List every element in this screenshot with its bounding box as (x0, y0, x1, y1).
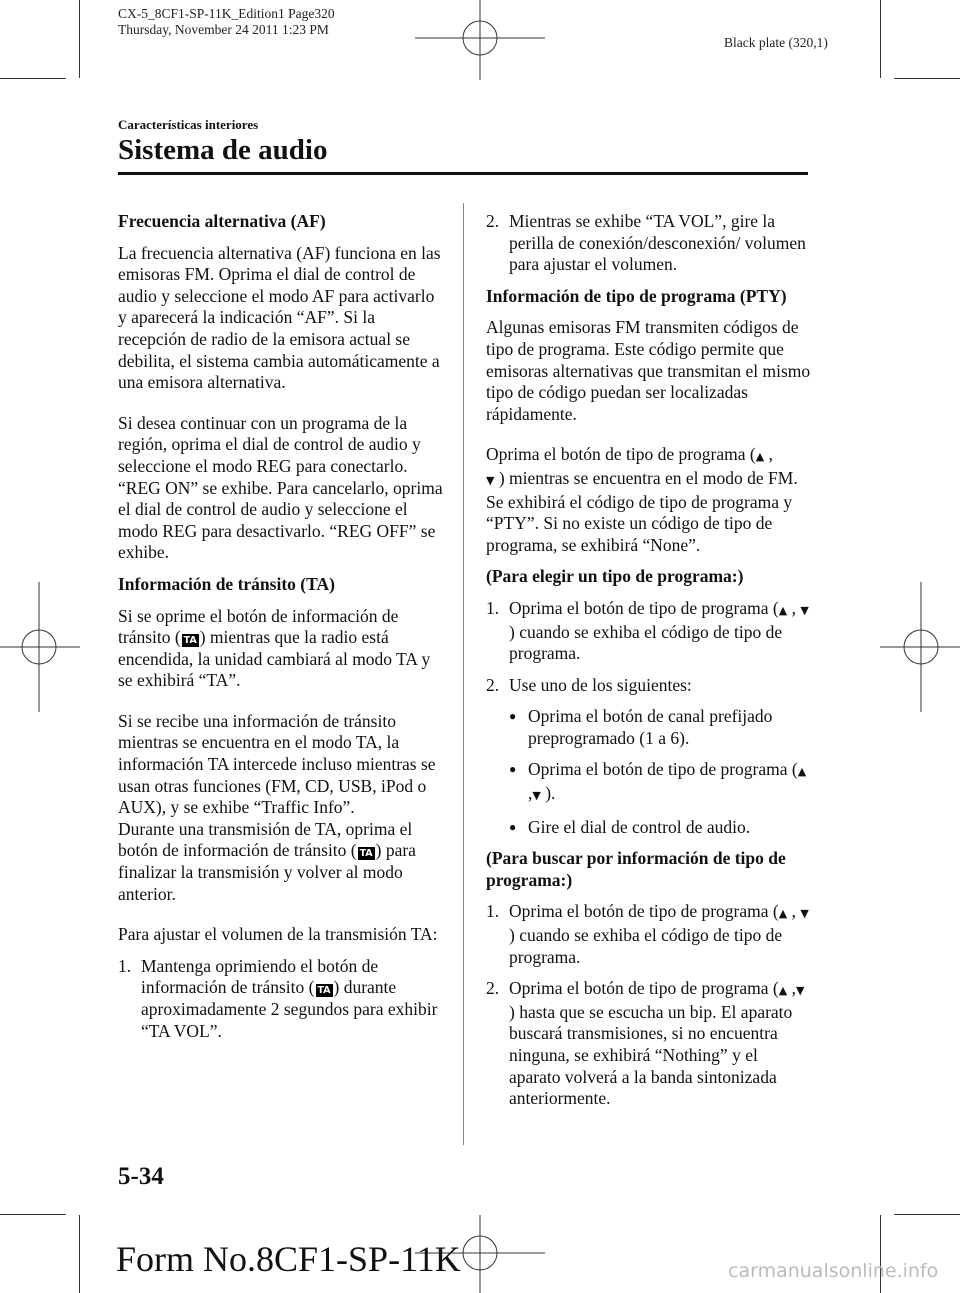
file-info-line1: CX-5_8CF1-SP-11K_Edition1 Page320 (118, 6, 335, 21)
step-number: 2. (486, 978, 500, 999)
bullet-icon: ● (509, 709, 517, 724)
crop-mark (0, 78, 66, 79)
watermark: carmanualsonline.info (728, 1260, 939, 1282)
registration-mark-left (0, 582, 80, 712)
up-arrow-icon: ▲ (778, 907, 788, 921)
ta-button-icon: TA (183, 635, 197, 647)
bullet-icon: ● (509, 762, 517, 777)
heading-ta: Información de tránsito (TA) (118, 573, 335, 594)
paragraph-pty-2: Oprima el botón de tipo de programa (▲ , ▼ ) mientras se encuentra en el modo de FM. Se exhibirá el código de tipo de programa y “PTY”. Si no existe un código de tipo de programa, se exhibirá “None”. (486, 444, 798, 555)
step-number: 2. (486, 211, 500, 231)
heading-af: Frecuencia alternativa (AF) (118, 211, 326, 231)
search-step-2 (486, 978, 812, 1110)
crop-mark (880, 0, 881, 78)
choose-step-1 (486, 598, 812, 665)
bullet-item: ● Oprima el botón de canal prefijado preprogramado (1 a 6). (509, 706, 773, 748)
registration-mark-right (880, 582, 960, 712)
page-title: Sistema de audio (118, 134, 328, 166)
step-text: Oprima el botón de tipo de programa (▲ ,▼ ) hasta que se escucha un bip. El aparato buscará transmisiones, si no encuentra ninguna, se exhibirá “Nothing” y el aparato volverá a la banda sintonizada anteriormente. (509, 978, 805, 1109)
paragraph-ta-volume: Para ajustar el volumen de la transmisión TA: (118, 924, 438, 945)
paragraph-ta-2: Si se recibe una información de tránsito mientras se encuentra en el modo TA, la información TA intercede incluso mientras se usan otras funciones (FM, CD, USB, iPod o AUX), y se exhibe “Traffic Info”. Durante una transmisión de TA, oprima el botón de información de tránsito ( TA ) para finalizar la transmisión y volver al modo anterior. (118, 710, 436, 904)
search-step-1 (486, 901, 812, 968)
crop-mark (894, 1214, 960, 1215)
page-number: 5-34 (118, 1163, 164, 1190)
paragraph-pty-1: Algunas emisoras FM transmiten códigos de tipo de programa. Este código permite que emisoras alternativas que transmitan el mismo tipo de código puedan ser localizadas rápidamente. (486, 317, 811, 424)
bullet-icon: ● (509, 819, 517, 834)
step-number: 2. (486, 674, 500, 695)
form-number: Form No.8CF1-SP-11K (116, 1239, 461, 1279)
crop-mark (0, 1214, 66, 1215)
step-1 (118, 956, 444, 1042)
ta-button-icon: TA (359, 848, 373, 860)
bullet-item: ● Oprima el botón de tipo de programa (▲ ,▼ ). (486, 759, 812, 806)
step-text: Use uno de los siguientes: (509, 674, 692, 695)
down-arrow-icon: ▼ (486, 473, 495, 487)
up-arrow-icon: ▲ (778, 984, 788, 998)
crop-mark (79, 0, 80, 78)
step-text: Mantenga oprimiendo el botón de información de tránsito ( TA ) durante aproximadamente 2 segundos para exhibir “TA VOL”. (141, 955, 438, 1041)
step-2 (486, 211, 812, 276)
down-arrow-icon: ▼ (795, 984, 805, 998)
step-text: Oprima el botón de tipo de programa (▲ , ▼ ) cuando se exhiba el código de tipo de programa. (509, 901, 809, 967)
file-info-line2: Thursday, November 24 2011 1:23 PM (118, 22, 329, 37)
paragraph-af: La frecuencia alternativa (AF) funciona en las emisoras FM. Oprima el dial de control de audio y seleccione el modo AF para activarlo y aparecerá la indicación “AF”. Si la recepción de radio de la emisora actual se debilita, el sistema cambia automáticamente a una emisora alternativa. (118, 242, 441, 393)
up-arrow-icon: ▲ (778, 603, 788, 617)
ta-button-icon: TA (317, 985, 331, 997)
section-label: Características interiores (118, 117, 259, 132)
paragraph-reg: Si desea continuar con un programa de la región, oprima el dial de control de audio y seleccione el modo REG para conectarlo. “REG ON” se exhibe. Para cancelarlo, oprima el dial de control de audio y seleccione el modo REG para desactivarlo. “REG OFF” se exhibe. (118, 412, 443, 563)
heading-choose: (Para elegir un tipo de programa:) (486, 566, 744, 587)
step-text: Mientras se exhibe “TA VOL”, gire la perilla de conexión/desconexión/ volumen para ajustar el volumen. (509, 211, 806, 275)
down-arrow-icon: ▼ (800, 907, 809, 921)
right-column (486, 211, 812, 1120)
registration-mark-top (415, 0, 545, 80)
left-column (118, 211, 444, 1052)
up-arrow-icon: ▲ (797, 765, 807, 779)
step-number: 1. (486, 901, 500, 922)
down-arrow-icon: ▼ (532, 789, 541, 803)
heading-pty: Información de tipo de programa (PTY) (486, 285, 787, 306)
up-arrow-icon: ▲ (755, 450, 765, 464)
choose-step-2 (486, 675, 812, 697)
column-divider (463, 203, 464, 1145)
paragraph-ta-1: Si se oprime el botón de información de tránsito ( TA ) mientras que la radio está encendida, la unidad cambiará al modo TA y se exhibirá “TA”. (118, 605, 431, 691)
step-number: 1. (118, 955, 132, 976)
crop-mark (79, 1215, 80, 1293)
file-info (118, 6, 335, 38)
bullet-item: ● Gire el dial de control de audio. (509, 816, 751, 837)
crop-mark (894, 78, 960, 79)
plate-label: Black plate (320,1) (724, 35, 828, 50)
heading-search: (Para buscar por información de tipo de programa:) (486, 848, 786, 890)
step-number: 1. (486, 597, 500, 618)
down-arrow-icon: ▼ (800, 603, 809, 617)
step-text: Oprima el botón de tipo de programa (▲ , ▼ ) cuando se exhiba el código de tipo de programa. (509, 597, 809, 664)
title-rule (118, 172, 808, 175)
